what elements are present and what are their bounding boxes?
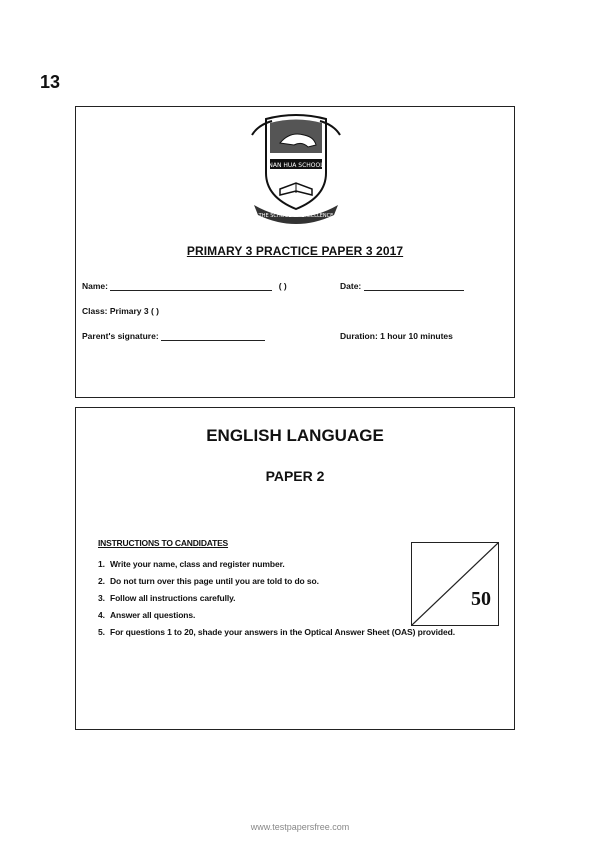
footer-url: www.testpapersfree.com [250,822,350,832]
cover-box [75,407,515,730]
crest-motto: THE SCHOOL OF EXCELLENCE [258,213,334,219]
marks-diagonal [412,543,498,625]
instructions-heading: INSTRUCTIONS TO CANDIDATES [98,538,229,548]
date-label: Date: [340,281,362,291]
page-number: 13 [40,72,61,92]
name-label: Name: [82,281,108,291]
parent-signature-line[interactable] [161,332,265,341]
paper-number: PAPER 2 [265,468,325,484]
total-marks: 50 [471,588,491,610]
parent-signature-label: Parent's signature: [82,331,159,341]
instruction-item: 5. For questions 1 to 20, shade your answers in the Optical Answer Sheet (OAS) provided. [98,627,455,637]
header-box [75,106,515,398]
instruction-item: 4. Answer all questions. [98,610,196,620]
name-input-line[interactable] [110,282,272,291]
instruction-item: 1. Write your name, class and register number. [98,559,285,569]
class-field: Class: Primary 3 ( ) [82,306,160,316]
duration-text: Duration: 1 hour 10 minutes [340,331,453,341]
marks-box[interactable] [411,542,499,626]
instruction-item: 3. Follow all instructions carefully. [98,593,236,603]
paper-title: PRIMARY 3 PRACTICE PAPER 3 2017 [186,244,404,258]
instruction-item: 2. Do not turn over this page until you are told to do so. [98,576,319,586]
date-input-line[interactable] [364,282,464,291]
school-crest-logo [246,113,346,229]
name-field [82,281,287,291]
crest-banner-text: NAN HUA SCHOOL [268,162,324,169]
register-number-brackets: ( ) [278,281,287,291]
parent-signature-field [82,331,265,341]
date-field [340,281,464,291]
subject-title: ENGLISH LANGUAGE [206,426,384,445]
